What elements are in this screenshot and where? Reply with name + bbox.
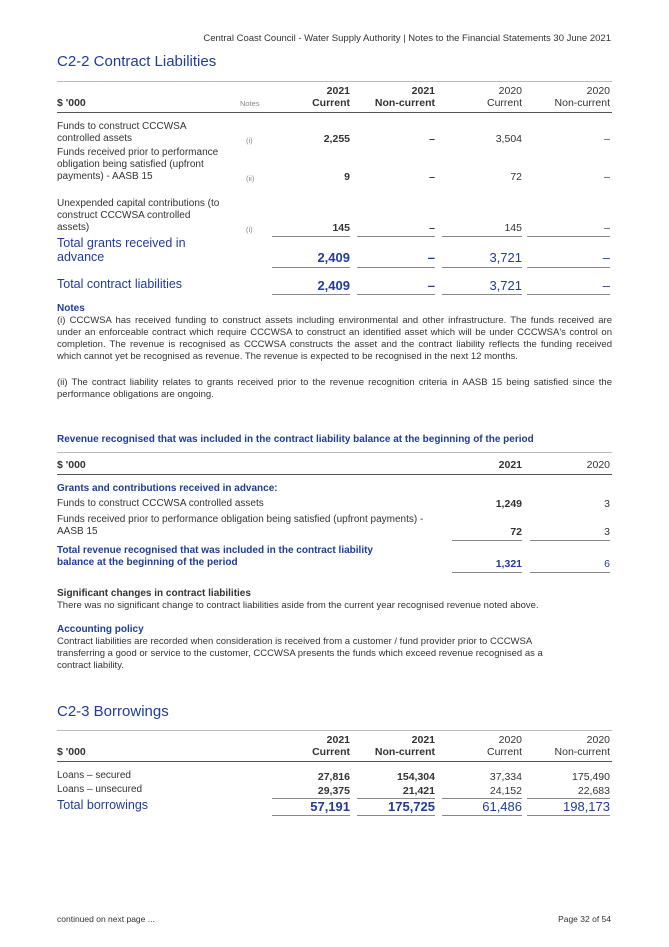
table-row-label: payments) - AASB 15 (57, 171, 153, 182)
table-row-label: construct CCCWSA controlled (57, 210, 191, 221)
col-2020-noncurrent-year: 2020 (586, 85, 610, 97)
col-2021-current-year: 2021 (326, 734, 350, 746)
page-number: Page 32 of 54 (558, 914, 611, 924)
table-cell: – (604, 133, 610, 145)
col-2020-current-year: 2020 (498, 85, 522, 97)
table-cell: 6 (604, 558, 610, 570)
table-cell: 1,321 (495, 558, 522, 570)
table-cell: 57,191 (310, 799, 350, 814)
underline (527, 267, 610, 268)
table-row-label: Loans – unsecured (57, 784, 143, 795)
table-cell: – (602, 278, 610, 293)
table-cell: 2,255 (323, 133, 350, 145)
table-cell: 175,725 (388, 799, 435, 814)
page-header: Central Coast Council - Water Supply Authority | Notes to the Financial Statements 30 June 2021 (203, 33, 611, 44)
table-cell: 3,504 (495, 133, 522, 145)
table-cell: 3,721 (489, 250, 522, 265)
table-row-label: AASB 15 (57, 526, 98, 537)
revenue-heading: Revenue recognised that was included in the contract liability balance at the beginning of the period (57, 434, 534, 445)
underline (272, 267, 350, 268)
underline (442, 815, 522, 816)
underline (357, 294, 435, 295)
underline (452, 572, 522, 573)
total-borrowings-label: Total borrowings (57, 798, 149, 812)
col-2021-noncurrent: Non-current (374, 746, 435, 758)
table-cell: 24,152 (489, 785, 522, 797)
table-row-label: Funds to construct CCCWSA controlled assets (57, 498, 264, 509)
table-cell: – (604, 222, 610, 234)
col-2021: 2021 (498, 459, 522, 471)
divider (57, 474, 612, 475)
divider (57, 81, 612, 82)
note-ref: (i) (246, 136, 253, 145)
table-cell: 61,486 (482, 799, 522, 814)
col-2021-current-year: 2021 (326, 85, 350, 97)
table-row-label: obligation being satisfied (upfront (57, 159, 204, 170)
significant-changes-text: There was no significant change to contract liabilities aside from the current year recognised revenue noted above. (57, 600, 539, 611)
table-cell: – (602, 250, 610, 265)
col-2020-noncurrent: Non-current (554, 746, 610, 758)
table-cell: 3,721 (489, 278, 522, 293)
table-cell: 29,375 (317, 785, 350, 797)
table-cell: 154,304 (397, 771, 435, 783)
group-heading: Grants and contributions received in advance: (57, 483, 278, 494)
divider (57, 730, 612, 731)
revenue-total-label: Total revenue recognised that was included in the contract liability (57, 545, 373, 556)
underline (530, 540, 610, 541)
table-cell: 21,421 (402, 785, 435, 797)
table-cell: 9 (344, 171, 350, 183)
table-row-label: Funds to construct CCCWSA (57, 121, 187, 132)
table-cell: 2,409 (317, 250, 350, 265)
underline (442, 294, 522, 295)
col-2020-current-year: 2020 (498, 734, 522, 746)
footer-continued: continued on next page ... (57, 914, 155, 924)
table-row-label: assets) (57, 222, 90, 233)
col-2021-current: Current (312, 97, 350, 109)
table-cell: 2,409 (317, 278, 350, 293)
notes-header: Notes (240, 99, 260, 108)
table-cell: – (427, 250, 435, 265)
underline (357, 236, 435, 237)
table-cell: 175,490 (572, 771, 610, 783)
table-cell: 22,683 (577, 785, 610, 797)
table-row-label: Funds received prior to performance (57, 147, 219, 158)
col-2021-noncurrent-year: 2021 (411, 734, 435, 746)
col-2020: 2020 (586, 459, 610, 471)
underline (527, 236, 610, 237)
significant-changes-heading: Significant changes in contract liabilities (57, 588, 251, 599)
underline (530, 572, 610, 573)
underline (272, 236, 350, 237)
underline (272, 815, 350, 816)
col-2021-current: Current (312, 746, 350, 758)
underline (442, 236, 522, 237)
table-cell: – (604, 171, 610, 183)
divider (57, 761, 612, 762)
accounting-policy-text: transferring a good or service to the customer, CCCWSA presents the funds which exceed revenue recognised as a (57, 648, 543, 659)
col-2020-current: Current (486, 746, 522, 758)
table-cell: – (429, 171, 435, 183)
table-cell: – (429, 222, 435, 234)
col-2021-noncurrent: Non-current (374, 97, 435, 109)
col-2020-noncurrent: Non-current (554, 97, 610, 109)
table-cell: 145 (332, 222, 350, 234)
underline (272, 294, 350, 295)
accounting-policy-heading: Accounting policy (57, 624, 144, 635)
divider (57, 452, 612, 453)
divider (57, 112, 612, 113)
total-contract-label: Total contract liabilities (57, 277, 183, 291)
table-cell: 72 (510, 526, 522, 538)
col-2020-noncurrent-year: 2020 (586, 734, 610, 746)
table-cell: 145 (504, 222, 522, 234)
table-cell: – (429, 133, 435, 145)
note-ii-text: (ii) The contract liability relates to grants received prior to the revenue recognition criteria in AASB 15 being satisfied since the performance obligations are ongoing. (57, 377, 612, 400)
table-cell: 1,249 (495, 498, 522, 510)
table-cell: 3 (604, 526, 610, 538)
table-row-label: controlled assets (57, 133, 133, 144)
table-cell: 198,173 (563, 799, 610, 814)
table-cell: 27,816 (317, 771, 350, 783)
accounting-policy-text: Contract liabilities are recorded when consideration is received from a customer / fund provider prior to CCCWSA (57, 636, 533, 647)
table-row-label: Unexpended capital contributions (to (57, 198, 220, 209)
total-grants-label: advance (57, 250, 105, 264)
unit-header: $ '000 (57, 746, 86, 758)
section-title-contract-liabilities: C2-2 Contract Liabilities (57, 53, 217, 70)
table-cell: – (427, 278, 435, 293)
col-2020-current: Current (486, 97, 522, 109)
section-title-borrowings: C2-3 Borrowings (57, 703, 169, 720)
revenue-total-label: balance at the beginning of the period (57, 557, 238, 568)
unit-header: $ '000 (57, 459, 86, 471)
underline (527, 294, 610, 295)
underline (527, 815, 610, 816)
underline (357, 815, 435, 816)
note-ref: (i) (246, 225, 253, 234)
underline (357, 267, 435, 268)
table-row-label: Loans – secured (57, 770, 131, 781)
unit-header: $ '000 (57, 97, 86, 109)
table-cell: 72 (510, 171, 522, 183)
notes-heading: Notes (57, 303, 85, 314)
underline (442, 267, 522, 268)
total-grants-label: Total grants received in (57, 236, 186, 250)
accounting-policy-text: contract liability. (57, 660, 124, 671)
table-row-label: Funds received prior to performance obligation being satisfied (upfront payments) - (57, 514, 424, 525)
note-i-text: (i) CCCWSA has received funding to construct assets including environmental and other infrastructure. The funds received are under an enforceable contract which require CCCWSA to construct an identified asset which will be under CCCWSA's control on completion. The revenue is recognised as CCCWSA constructs the asset and the contract liability reflects the funding received which cannot yet be recognised as revenue. The revenue is expected to be recognised in the next 12 months. (57, 315, 612, 362)
col-2021-noncurrent-year: 2021 (411, 85, 435, 97)
table-cell: 37,334 (489, 771, 522, 783)
table-cell: 3 (604, 498, 610, 510)
note-ref: (ii) (246, 174, 255, 183)
underline (452, 540, 522, 541)
